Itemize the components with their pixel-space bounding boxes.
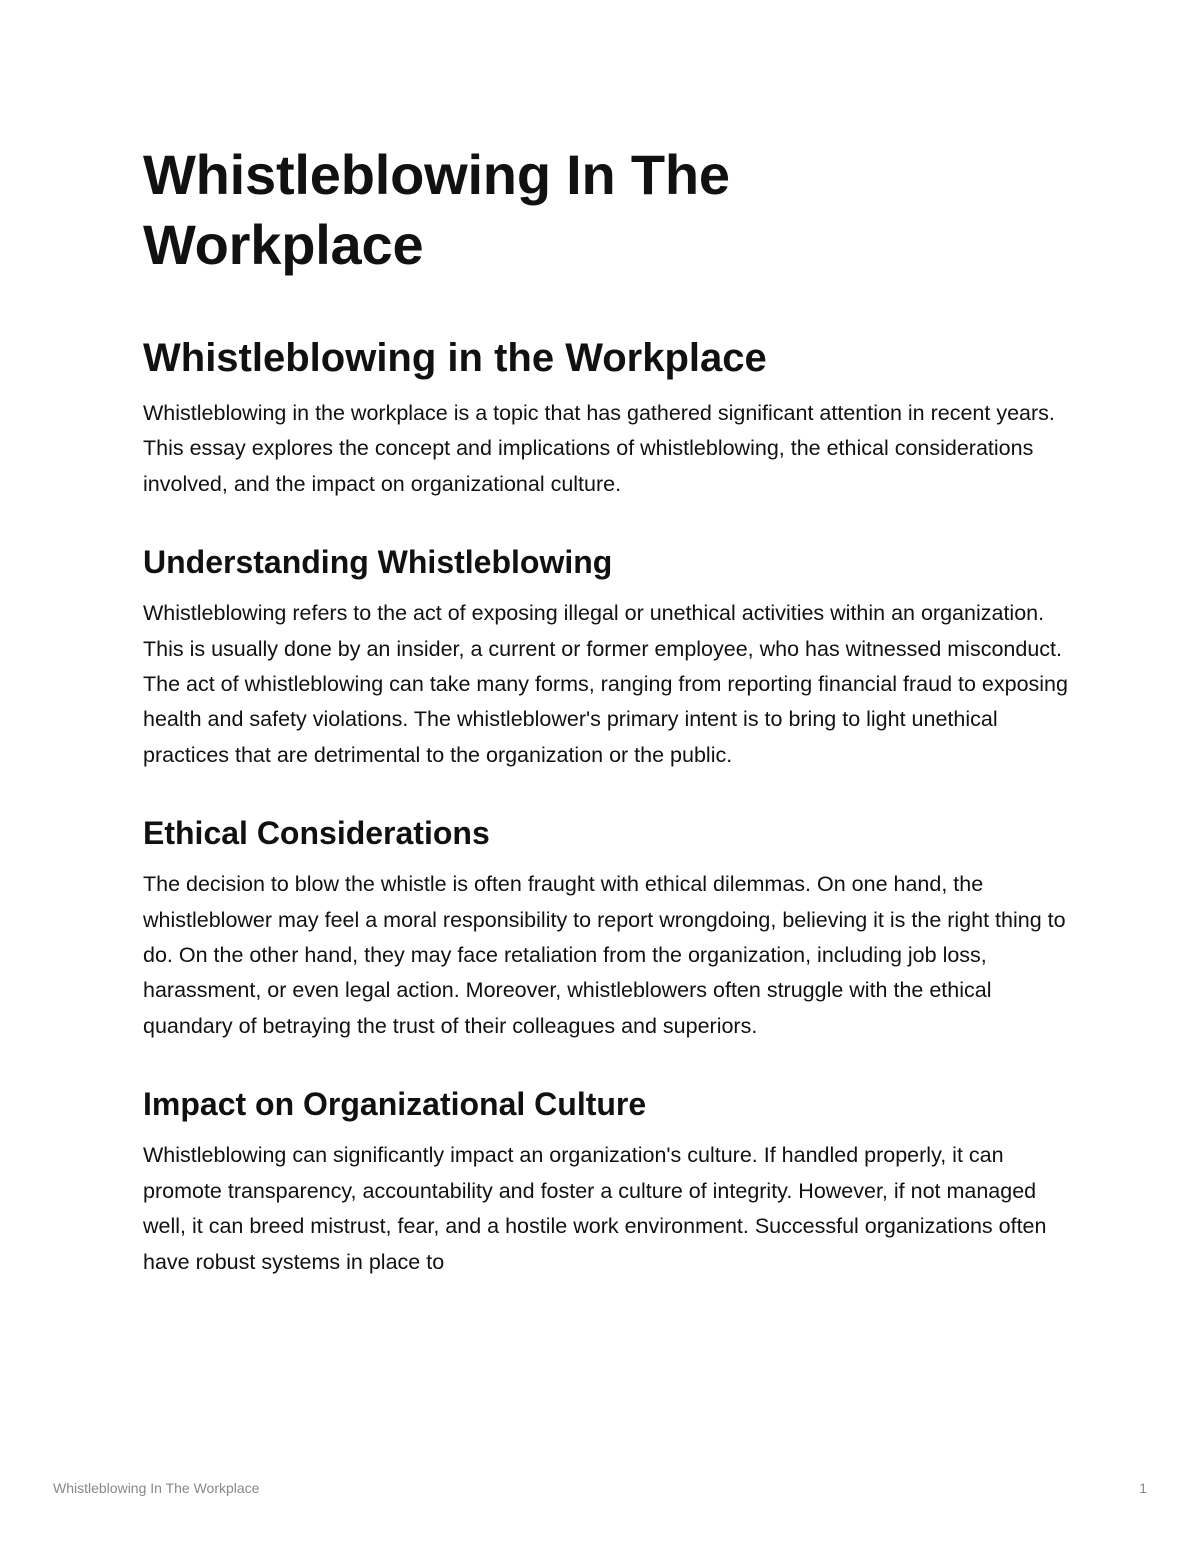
section-body-intro: Whistleblowing in the workplace is a topic that has gathered significant attention in recent years. This essay explores the concept and implications of whistleblowing, the ethical considerations involved, and the impact on organizational culture. <box>143 401 1055 496</box>
section-heading-impact: Impact on Organizational Culture <box>143 1086 647 1123</box>
page-footer <box>53 1480 1147 1496</box>
section-body-impact: Whistleblowing can significantly impact an organization's culture. If handled properly, it can promote transparency, accountability and foster a culture of integrity. However, if not managed well, it can breed mistrust, fear, and a hostile work environment. Successful organizations often have robust systems in place to <box>143 1143 1047 1274</box>
document-title-line-1: Whistleblowing In The <box>143 143 730 206</box>
section-body-ethical: The decision to blow the whistle is often fraught with ethical dilemmas. On one hand, the whistleblower may feel a moral responsibility to report wrongdoing, believing it is the right thing to do. On the other hand, they may face retaliation from the organization, including job loss, harassment, or even legal action. Moreover, whistleblowers often struggle with the ethical quandary of betraying the trust of their colleagues and superiors. <box>143 872 1066 1038</box>
document-title-line-2: Workplace <box>143 213 424 276</box>
section-heading-ethical: Ethical Considerations <box>143 815 490 852</box>
section-heading-intro: Whistleblowing in the Workplace <box>143 336 767 380</box>
section-heading-understanding: Understanding Whistleblowing <box>143 544 613 581</box>
section-body-understanding: Whistleblowing refers to the act of exposing illegal or unethical activities within an organization. This is usually done by an insider, a current or former employee, who has witnessed misconduct. The act of whistleblowing can take many forms, ranging from reporting financial fraud to exposing health and safety violations. The whistleblower's primary intent is to bring to light unethical practices that are detrimental to the organization or the public. <box>143 601 1068 767</box>
document-page <box>143 140 1073 1320</box>
footer-title: Whistleblowing In The Workplace <box>53 1480 260 1496</box>
document-title <box>143 140 1073 280</box>
footer-page-number: 1 <box>1139 1480 1147 1496</box>
